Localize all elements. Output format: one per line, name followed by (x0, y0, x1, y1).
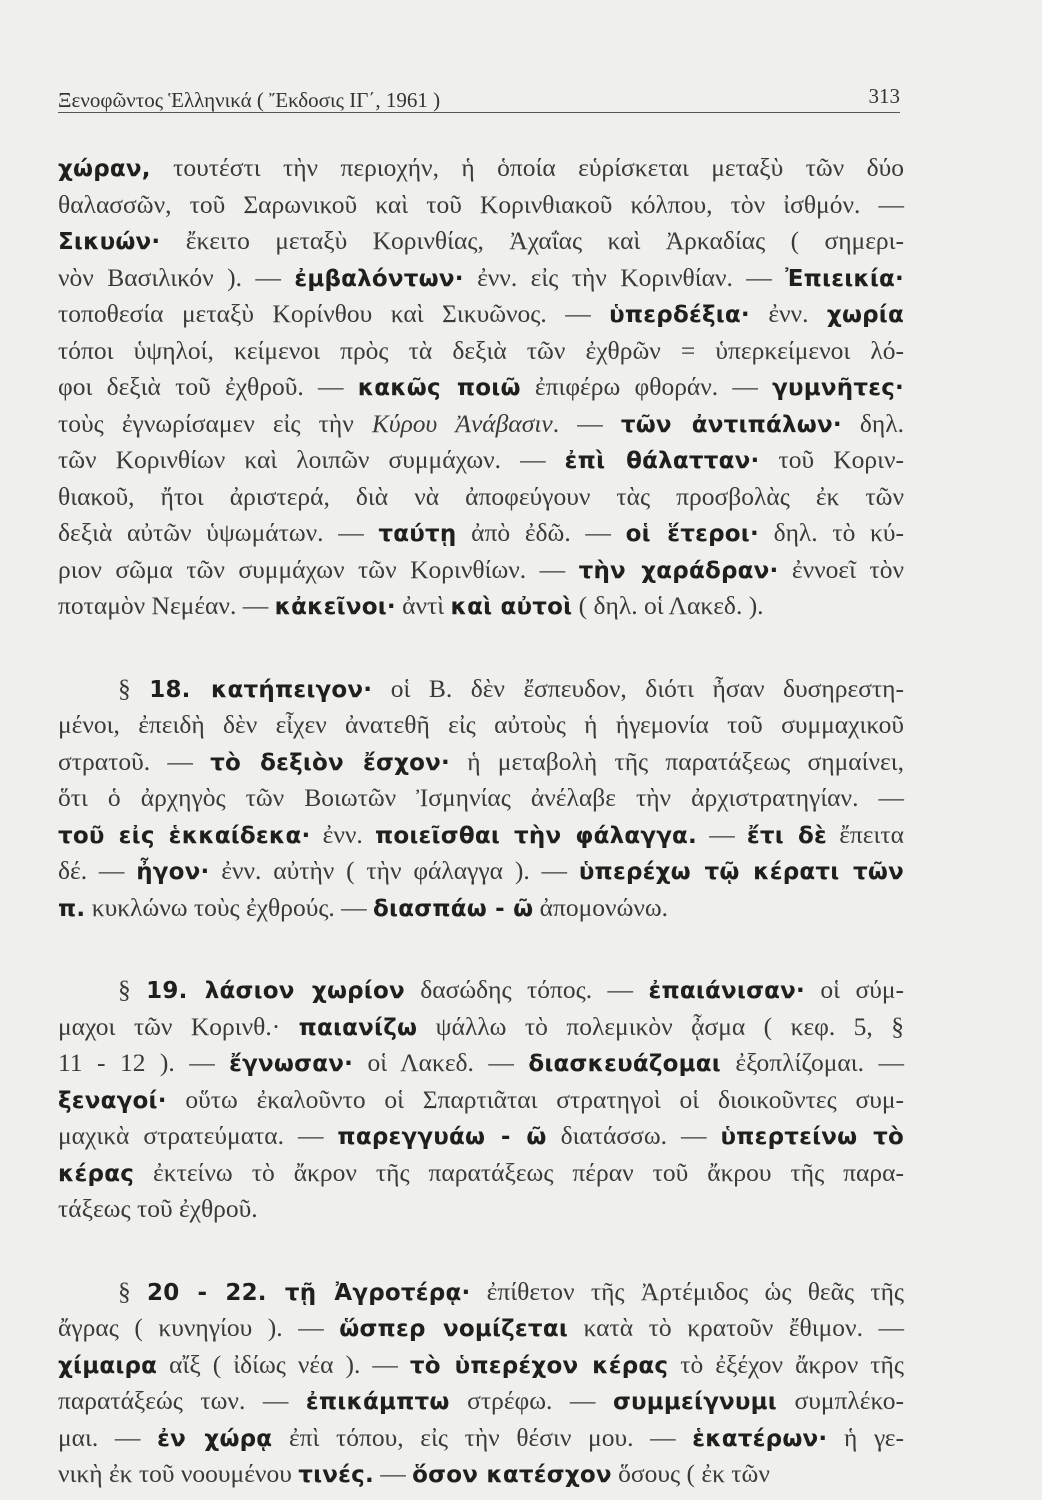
text-line (58, 853, 904, 890)
gloss-text: . — (552, 408, 621, 438)
lemma-term: ἐπαιάνισαν· (648, 978, 805, 1004)
text-line (58, 406, 904, 443)
text-line (58, 1118, 904, 1155)
gloss-text: μαχοι τῶν Κορινθ.· (58, 1011, 299, 1041)
lemma-term: ξεναγοί· (58, 1087, 167, 1114)
lemma-term: ποιεῖσθαι τὴν φάλαγγα. (374, 822, 697, 849)
text-line (58, 1420, 904, 1457)
gloss-text: παρατάξεώς των. — (58, 1386, 306, 1415)
gloss-text: δεξιὰ αὐτῶν ὑψωμάτων. — (58, 518, 379, 547)
text-line (58, 296, 904, 333)
gloss-text: ποταμὸν Νεμέαν. — (58, 591, 275, 620)
text-line (58, 515, 904, 552)
gloss-text: κυκλώνω τοὺς ἐχθρούς. — (85, 892, 374, 922)
gloss-text: τάξεως τοῦ ἐχθροῦ. (58, 1194, 258, 1223)
lemma-term: ὑπερτείνω τὸ (720, 1124, 904, 1150)
lemma-term: ἐμβαλόντων· (294, 265, 464, 292)
gloss-text: συμπλέκο- (776, 1386, 904, 1415)
lemma-term: τῶν ἀντιπάλων· (620, 411, 842, 438)
lemma-term: τινές. (298, 1462, 374, 1488)
gloss-text: νὸν Βασιλικόν ). — (58, 262, 295, 292)
text-line (58, 1383, 904, 1420)
gloss-text: στρατοῦ. — (58, 746, 211, 776)
text-line (58, 1155, 904, 1192)
lemma-term: ὥσπερ νομίζεται (339, 1316, 568, 1342)
gloss-text: τοὺς ἐγνωρίσαμεν εἰς τὴν (58, 408, 372, 438)
gloss-text: ἡ γε- (827, 1422, 904, 1452)
lemma-term: ταύτῃ (378, 521, 457, 547)
text-line (58, 1274, 904, 1311)
lemma-term: παιανίζω (298, 1014, 418, 1041)
lemma-term: κακῶς ποιῶ (357, 375, 521, 401)
lemma-term: τοῦ εἰς ἑκκαίδεκα· (58, 822, 311, 849)
gloss-text: ἐπιφέρω φθοράν. — (520, 372, 773, 401)
gloss-text: ἀπὸ ἐδῶ. — (456, 518, 626, 547)
gloss-text: στρέφω. — (449, 1386, 613, 1415)
text-line (58, 150, 904, 187)
gloss-text: ἐνν. αὐτὴν ( τὴν φάλαγγα ). — (209, 856, 579, 885)
paragraph-gap (58, 1228, 904, 1274)
lemma-term: ὅσον κατέσχον (412, 1462, 612, 1488)
text-line (58, 744, 904, 781)
gloss-text: κατὰ τὸ κρατοῦν ἔθιμον. — (567, 1313, 904, 1342)
lemma-term: ἐπικάμπτω (305, 1389, 450, 1415)
page-header (58, 82, 900, 113)
gloss-text: § (118, 975, 147, 1004)
text-line (58, 1045, 904, 1082)
lemma-term: ὑπερδέξια· (609, 302, 750, 328)
gloss-text: ἔκειτο μεταξὺ Κορινθίας, Ἀχαΐας καὶ Ἀρκαδίας ( σημερι- (160, 226, 904, 255)
gloss-text: οἱ Λακεδ. — (353, 1048, 529, 1077)
lemma-term: τὸ δεξιὸν ἔσχον· (210, 749, 450, 776)
text-line (58, 890, 904, 927)
lemma-term: ἦγον· (136, 859, 210, 885)
gloss-text: τουτέστι τὴν περιοχήν, ἡ ὁποία εὑρίσκεται μεταξὺ τῶν δύο (150, 153, 904, 182)
gloss-text: οἱ σύμ- (805, 975, 904, 1004)
lemma-term: χωρία (826, 302, 904, 328)
lemma-term: ἐν χώρᾳ (157, 1425, 273, 1452)
gloss-text: ἐνν. (749, 299, 827, 328)
gloss-text: μαχικὰ στρατεύματα. — (58, 1121, 338, 1150)
lemma-term: χίμαιρα (58, 1352, 158, 1379)
paragraph-gap (58, 926, 904, 972)
gloss-text: ὅτι ὁ ἀρχηγὸς τῶν Βοιωτῶν Ἰσμηνίας ἀνέλαβε τὴν ἀρχιστρατηγίαν. — (58, 783, 904, 812)
lemma-term: Σικυών· (58, 229, 161, 255)
lemma-term: 20 - 22. τῇ Ἀγροτέρᾳ· (147, 1279, 471, 1306)
gloss-text: τῶν Κορινθίων καὶ λοιπῶν συμμάχων. — (58, 445, 565, 474)
gloss-text: ἐπὶ τόπου, εἰς τὴν θέσιν μου. — (272, 1422, 693, 1452)
gloss-text: ἔπειτα (827, 819, 904, 849)
lemma-term: κἀκεῖνοι· (274, 594, 396, 620)
commentary-paragraph (58, 972, 904, 1228)
lemma-term: ἑκατέρων· (692, 1425, 828, 1452)
text-line (58, 1082, 904, 1119)
gloss-text: δασώδης τόπος. — (404, 975, 649, 1004)
gloss-text: 11 - 12 ). — (58, 1048, 230, 1077)
text-line (58, 1191, 904, 1228)
gloss-text: ριον σῶμα τῶν συμμάχων τῶν Κορινθίων. — (58, 554, 579, 584)
lemma-term: κέρας (58, 1160, 135, 1187)
gloss-text: αἴξ ( ἰδίως νέα ). — (157, 1349, 410, 1379)
text-line (58, 552, 904, 589)
gloss-text: ἐνν. εἰς τὴν Κορινθίαν. — (463, 262, 786, 292)
gloss-text: — (373, 1459, 413, 1488)
gloss-text: Κύρου Ἀνάβασιν (371, 408, 553, 438)
gloss-text: θαλασσῶν, τοῦ Σαρωνικοῦ καὶ τοῦ Κορινθιακοῦ κόλπου, τὸν ἰσθμόν. — (58, 189, 904, 219)
gloss-text: θιακοῦ, ἤτοι ἀριστερά, διὰ νὰ ἀποφεύγουν τὰς προσβολὰς ἐκ τῶν (58, 481, 904, 511)
text-line (58, 1347, 904, 1384)
gloss-text: δηλ. τὸ κύ- (758, 518, 904, 547)
text-line (58, 1009, 904, 1046)
gloss-text: ὅσους ( ἐκ τῶν (611, 1459, 770, 1488)
text-line (58, 1310, 904, 1347)
text-line (58, 588, 904, 625)
lemma-term: ἐπὶ θάλατταν· (564, 448, 760, 474)
lemma-term: 19. λάσιον χωρίον (146, 978, 405, 1004)
lemma-term: ἔγνωσαν· (229, 1051, 354, 1077)
lemma-term: παρεγγυάω - ῶ (337, 1124, 547, 1150)
gloss-text: μαι. — (58, 1422, 158, 1452)
gloss-text: ἐκτείνω τὸ ἄκρον τῆς παρατάξεως πέραν τοῦ ἄκρου τῆς παρα- (134, 1157, 904, 1187)
gloss-text: μένοι, ἐπειδὴ δὲν εἶχεν ἀνατεθῆ εἰς αὐτοὺς ἡ ἡγεμονία τοῦ συμμαχικοῦ (58, 710, 904, 739)
gloss-text: ἡ μεταβολὴ τῆς παρατάξεως σημαίνει, (449, 746, 904, 776)
gloss-text: τόποι ὑψηλοί, κείμενοι πρὸς τὰ δεξιὰ τῶν ἐχθρῶν = ὑπερκείμενοι λό- (58, 335, 904, 365)
lemma-term: διασπάω - ῶ (373, 895, 534, 922)
text-line (58, 817, 904, 854)
lemma-term: τὸ ὑπερέχον κέρας (409, 1352, 669, 1379)
lemma-term: ὑπερέχω τῷ κέρατι τῶν (578, 859, 904, 885)
commentary-paragraph (58, 671, 904, 927)
gloss-text: δηλ. (841, 408, 904, 438)
text-line (58, 972, 904, 1009)
gloss-text: ἀντὶ (395, 591, 451, 620)
commentary-paragraph (58, 150, 904, 625)
lemma-term: π. (58, 895, 86, 922)
gloss-text: ψάλλω τὸ πολεμικὸν ᾆσμα ( κεφ. 5, § (417, 1011, 904, 1041)
lemma-term: τὴν χαράδραν· (578, 557, 779, 584)
text-line (58, 187, 904, 224)
lemma-term: οἱ ἕτεροι· (625, 521, 759, 547)
text-line (58, 369, 904, 406)
text-line (58, 223, 904, 260)
gloss-text: ἐνν. (310, 819, 375, 849)
gloss-text: ἐπίθετον τῆς Ἀρτέμιδος ὡς θεᾶς τῆς (470, 1276, 905, 1306)
gloss-text: § (118, 1276, 148, 1306)
gloss-text: δέ. — (58, 856, 137, 885)
gloss-text: οὕτω ἐκαλοῦντο οἱ Σπαρτιᾶται στρατηγοὶ οἱ διοικοῦντες συμ- (166, 1084, 904, 1114)
text-line (58, 671, 904, 708)
text-line (58, 707, 904, 744)
text-line (58, 260, 904, 297)
text-line (58, 442, 904, 479)
lemma-term: συμμείγνυμι (612, 1389, 777, 1415)
gloss-text: § (118, 673, 150, 703)
lemma-term: καὶ αὐτοὶ (450, 594, 573, 620)
lemma-term: γυμνῆτες· (772, 375, 904, 401)
gloss-text: νικὴ ἐκ τοῦ νοουμένου (58, 1459, 299, 1488)
lemma-term: χώραν, (58, 156, 151, 182)
gloss-text: τοποθεσία μεταξὺ Κορίνθου καὶ Σικυῶνος. — (58, 299, 610, 328)
text-line (58, 479, 904, 516)
running-title: Ξενοφῶντος Ἑλληνικά ( Ἔκδοσις ΙΓ΄, 1961 ) (58, 88, 441, 112)
gloss-text: ( δηλ. οἱ Λακεδ. ). (572, 591, 764, 620)
commentary-body (58, 150, 904, 1493)
text-line (58, 1456, 904, 1493)
gloss-text: οἱ Β. δὲν ἔσπευδον, διότι ἦσαν δυσηρεστη- (372, 673, 905, 703)
paragraph-gap (58, 625, 904, 671)
page-number: 313 (868, 84, 900, 108)
gloss-text: ἐννοεῖ τὸν (778, 554, 904, 584)
gloss-text: ἄγρας ( κυνηγίου ). — (58, 1313, 340, 1342)
gloss-text: διατάσσω. — (546, 1121, 721, 1150)
gloss-text: φοι δεξιὰ τοῦ ἐχθροῦ. — (58, 372, 358, 401)
gloss-text: τοῦ Κοριν- (759, 445, 904, 474)
gloss-text: — (697, 819, 747, 849)
lemma-term: ἔτι δὲ (746, 822, 828, 849)
lemma-term: Ἐπιεικία· (785, 265, 904, 292)
lemma-term: διασκευάζομαι (528, 1051, 721, 1077)
gloss-text: τὸ ἐξέχον ἄκρον τῆς (668, 1349, 904, 1379)
gloss-text: ἀπομονώνω. (533, 892, 669, 922)
lemma-term: 18. κατήπειγον· (149, 676, 373, 703)
text-line (58, 780, 904, 817)
text-line (58, 333, 904, 370)
gloss-text: ἐξοπλίζομαι. — (720, 1048, 904, 1077)
commentary-paragraph (58, 1274, 904, 1493)
